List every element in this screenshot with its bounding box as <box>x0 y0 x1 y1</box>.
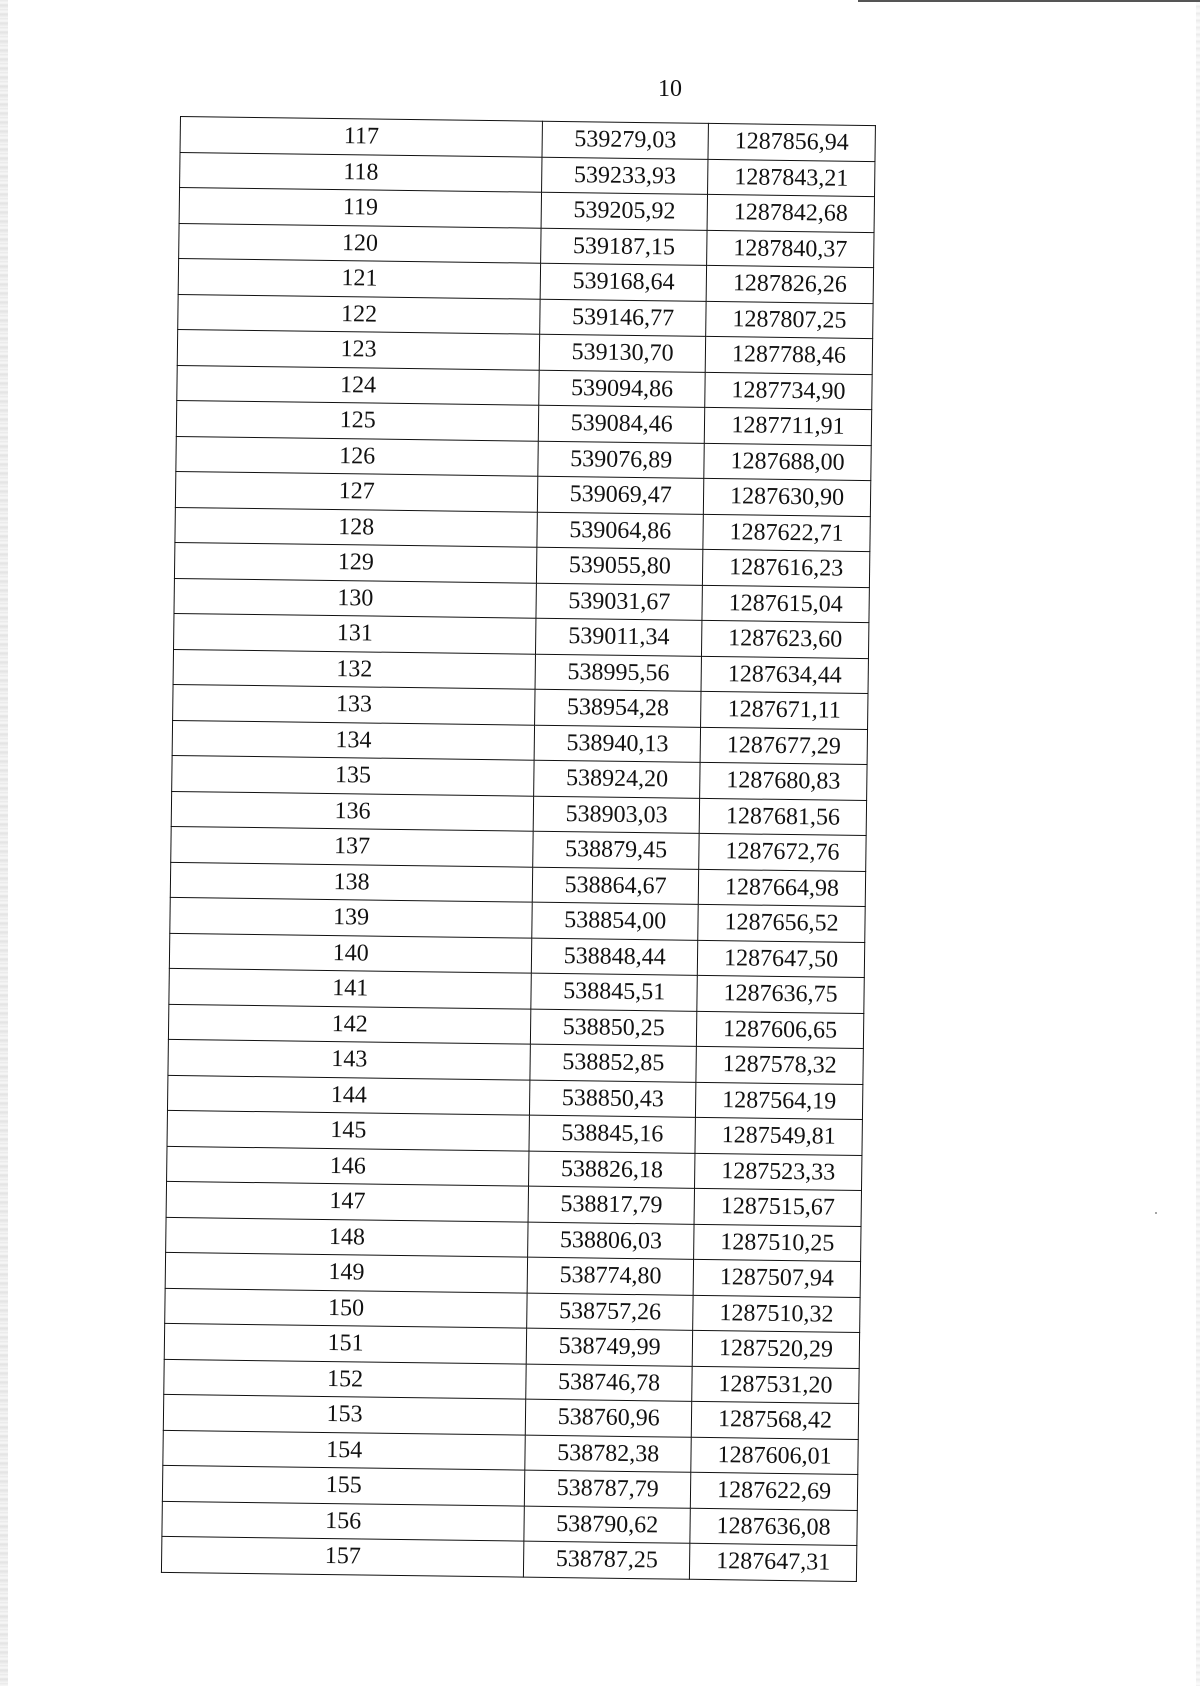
y-coordinate-cell: 1287616,23 <box>703 549 870 587</box>
y-coordinate-cell: 1287807,25 <box>706 301 873 339</box>
x-coordinate-cell: 539205,92 <box>541 192 707 230</box>
y-coordinate-cell: 1287615,04 <box>702 585 869 623</box>
x-coordinate-cell: 539279,03 <box>542 121 708 159</box>
x-coordinate-cell: 539187,15 <box>541 228 707 266</box>
x-coordinate-cell: 538848,44 <box>532 938 698 976</box>
point-number-cell: 137 <box>171 826 534 866</box>
y-coordinate-cell: 1287671,11 <box>701 691 868 729</box>
x-coordinate-cell: 538749,99 <box>526 1328 692 1366</box>
x-coordinate-cell: 539168,64 <box>540 263 706 301</box>
y-coordinate-cell: 1287568,42 <box>691 1401 858 1439</box>
y-coordinate-cell: 1287788,46 <box>705 336 872 374</box>
x-coordinate-cell: 538806,03 <box>528 1222 694 1260</box>
coordinates-table-body <box>161 117 875 1581</box>
x-coordinate-cell: 538845,16 <box>529 1115 695 1153</box>
point-number-cell: 125 <box>176 400 539 440</box>
point-number-cell: 151 <box>164 1323 527 1363</box>
x-coordinate-cell: 538760,96 <box>526 1399 692 1437</box>
x-coordinate-cell: 539011,34 <box>536 618 702 656</box>
x-coordinate-cell: 538787,79 <box>525 1470 691 1508</box>
y-coordinate-cell: 1287520,29 <box>692 1330 859 1368</box>
point-number-cell: 136 <box>171 791 534 831</box>
y-coordinate-cell: 1287523,33 <box>695 1153 862 1191</box>
y-coordinate-cell: 1287734,90 <box>705 372 872 410</box>
point-number-cell: 117 <box>180 117 543 157</box>
coordinates-table <box>161 116 876 1581</box>
y-coordinate-cell: 1287606,65 <box>696 1011 863 1049</box>
x-coordinate-cell: 538924,20 <box>534 760 700 798</box>
x-coordinate-cell: 538757,26 <box>527 1293 693 1331</box>
y-coordinate-cell: 1287564,19 <box>696 1082 863 1120</box>
x-coordinate-cell: 539084,46 <box>539 405 705 443</box>
y-coordinate-cell: 1287622,69 <box>690 1472 857 1510</box>
x-coordinate-cell: 538790,62 <box>524 1506 690 1544</box>
y-coordinate-cell: 1287840,37 <box>707 230 874 268</box>
point-number-cell: 149 <box>165 1252 528 1292</box>
x-coordinate-cell: 538954,28 <box>535 689 701 727</box>
x-coordinate-cell: 538864,67 <box>532 867 698 905</box>
y-coordinate-cell: 1287606,01 <box>691 1437 858 1475</box>
x-coordinate-cell: 538850,43 <box>530 1080 696 1118</box>
point-number-cell: 120 <box>179 223 542 263</box>
y-coordinate-cell: 1287688,00 <box>704 443 871 481</box>
point-number-cell: 131 <box>174 613 537 653</box>
x-coordinate-cell: 539076,89 <box>538 441 704 479</box>
y-coordinate-cell: 1287634,44 <box>701 656 868 694</box>
scan-speck <box>1155 1212 1157 1214</box>
x-coordinate-cell: 538879,45 <box>533 831 699 869</box>
x-coordinate-cell: 538903,03 <box>533 796 699 834</box>
x-coordinate-cell: 539094,86 <box>539 370 705 408</box>
x-coordinate-cell: 539064,86 <box>537 512 703 550</box>
point-number-cell: 140 <box>169 933 532 973</box>
y-coordinate-cell: 1287826,26 <box>706 265 873 303</box>
y-coordinate-cell: 1287510,32 <box>693 1295 860 1333</box>
point-number-cell: 129 <box>174 542 537 582</box>
point-number-cell: 150 <box>165 1288 528 1328</box>
point-number-cell: 156 <box>162 1501 525 1541</box>
page-number: 10 <box>658 76 682 102</box>
x-coordinate-cell: 538787,25 <box>524 1541 690 1579</box>
x-coordinate-cell: 538782,38 <box>525 1435 691 1473</box>
y-coordinate-cell: 1287842,68 <box>707 194 874 232</box>
x-coordinate-cell: 538746,78 <box>526 1364 692 1402</box>
point-number-cell: 126 <box>176 436 539 476</box>
x-coordinate-cell: 538774,80 <box>527 1257 693 1295</box>
x-coordinate-cell: 538845,51 <box>531 973 697 1011</box>
point-number-cell: 127 <box>175 471 538 511</box>
y-coordinate-cell: 1287647,31 <box>689 1543 856 1581</box>
point-number-cell: 143 <box>168 1039 531 1079</box>
x-coordinate-cell: 538852,85 <box>530 1044 696 1082</box>
point-number-cell: 155 <box>162 1465 525 1505</box>
y-coordinate-cell: 1287578,32 <box>696 1046 863 1084</box>
y-coordinate-cell: 1287856,94 <box>708 123 875 161</box>
y-coordinate-cell: 1287680,83 <box>700 762 867 800</box>
x-coordinate-cell: 539146,77 <box>540 299 706 337</box>
point-number-cell: 134 <box>172 720 535 760</box>
y-coordinate-cell: 1287664,98 <box>698 869 865 907</box>
x-coordinate-cell: 538854,00 <box>532 902 698 940</box>
y-coordinate-cell: 1287636,08 <box>690 1508 857 1546</box>
y-coordinate-cell: 1287843,21 <box>708 159 875 197</box>
x-coordinate-cell: 539130,70 <box>539 334 705 372</box>
y-coordinate-cell: 1287515,67 <box>694 1188 861 1226</box>
y-coordinate-cell: 1287510,25 <box>694 1224 861 1262</box>
point-number-cell: 142 <box>168 1004 531 1044</box>
y-coordinate-cell: 1287531,20 <box>692 1366 859 1404</box>
point-number-cell: 128 <box>175 507 538 547</box>
point-number-cell: 141 <box>169 968 532 1008</box>
point-number-cell: 147 <box>166 1181 529 1221</box>
x-coordinate-cell: 538995,56 <box>535 654 701 692</box>
x-coordinate-cell: 538826,18 <box>529 1151 695 1189</box>
x-coordinate-cell: 538817,79 <box>528 1186 694 1224</box>
y-coordinate-cell: 1287507,94 <box>693 1259 860 1297</box>
y-coordinate-cell: 1287681,56 <box>699 798 866 836</box>
point-number-cell: 132 <box>173 649 536 689</box>
x-coordinate-cell: 538850,25 <box>531 1009 697 1047</box>
scan-edge-left <box>0 0 8 1686</box>
y-coordinate-cell: 1287630,90 <box>703 478 870 516</box>
point-number-cell: 118 <box>180 152 543 192</box>
x-coordinate-cell: 539031,67 <box>536 583 702 621</box>
y-coordinate-cell: 1287672,76 <box>699 833 866 871</box>
point-number-cell: 144 <box>167 1075 530 1115</box>
y-coordinate-cell: 1287623,60 <box>702 620 869 658</box>
point-number-cell: 135 <box>172 755 535 795</box>
x-coordinate-cell: 539233,93 <box>542 157 708 195</box>
point-number-cell: 154 <box>163 1430 526 1470</box>
point-number-cell: 119 <box>179 188 542 228</box>
point-number-cell: 157 <box>161 1536 524 1576</box>
point-number-cell: 123 <box>177 329 540 369</box>
x-coordinate-cell: 539069,47 <box>538 476 704 514</box>
y-coordinate-cell: 1287677,29 <box>700 727 867 765</box>
point-number-cell: 148 <box>166 1217 529 1257</box>
point-number-cell: 152 <box>164 1359 527 1399</box>
y-coordinate-cell: 1287549,81 <box>695 1117 862 1155</box>
point-number-cell: 145 <box>167 1110 530 1150</box>
y-coordinate-cell: 1287656,52 <box>698 904 865 942</box>
point-number-cell: 153 <box>163 1394 526 1434</box>
point-number-cell: 122 <box>178 294 541 334</box>
point-number-cell: 130 <box>174 578 537 618</box>
x-coordinate-cell: 538940,13 <box>534 725 700 763</box>
y-coordinate-cell: 1287711,91 <box>704 407 871 445</box>
y-coordinate-cell: 1287636,75 <box>697 975 864 1013</box>
point-number-cell: 139 <box>170 897 533 937</box>
y-coordinate-cell: 1287647,50 <box>697 940 864 978</box>
scan-edge-right <box>1196 0 1200 1686</box>
point-number-cell: 146 <box>167 1146 530 1186</box>
point-number-cell: 124 <box>177 365 540 405</box>
y-coordinate-cell: 1287622,71 <box>703 514 870 552</box>
top-rule <box>858 0 1200 2</box>
point-number-cell: 138 <box>170 862 533 902</box>
point-number-cell: 133 <box>173 684 536 724</box>
x-coordinate-cell: 539055,80 <box>537 547 703 585</box>
point-number-cell: 121 <box>178 258 541 298</box>
